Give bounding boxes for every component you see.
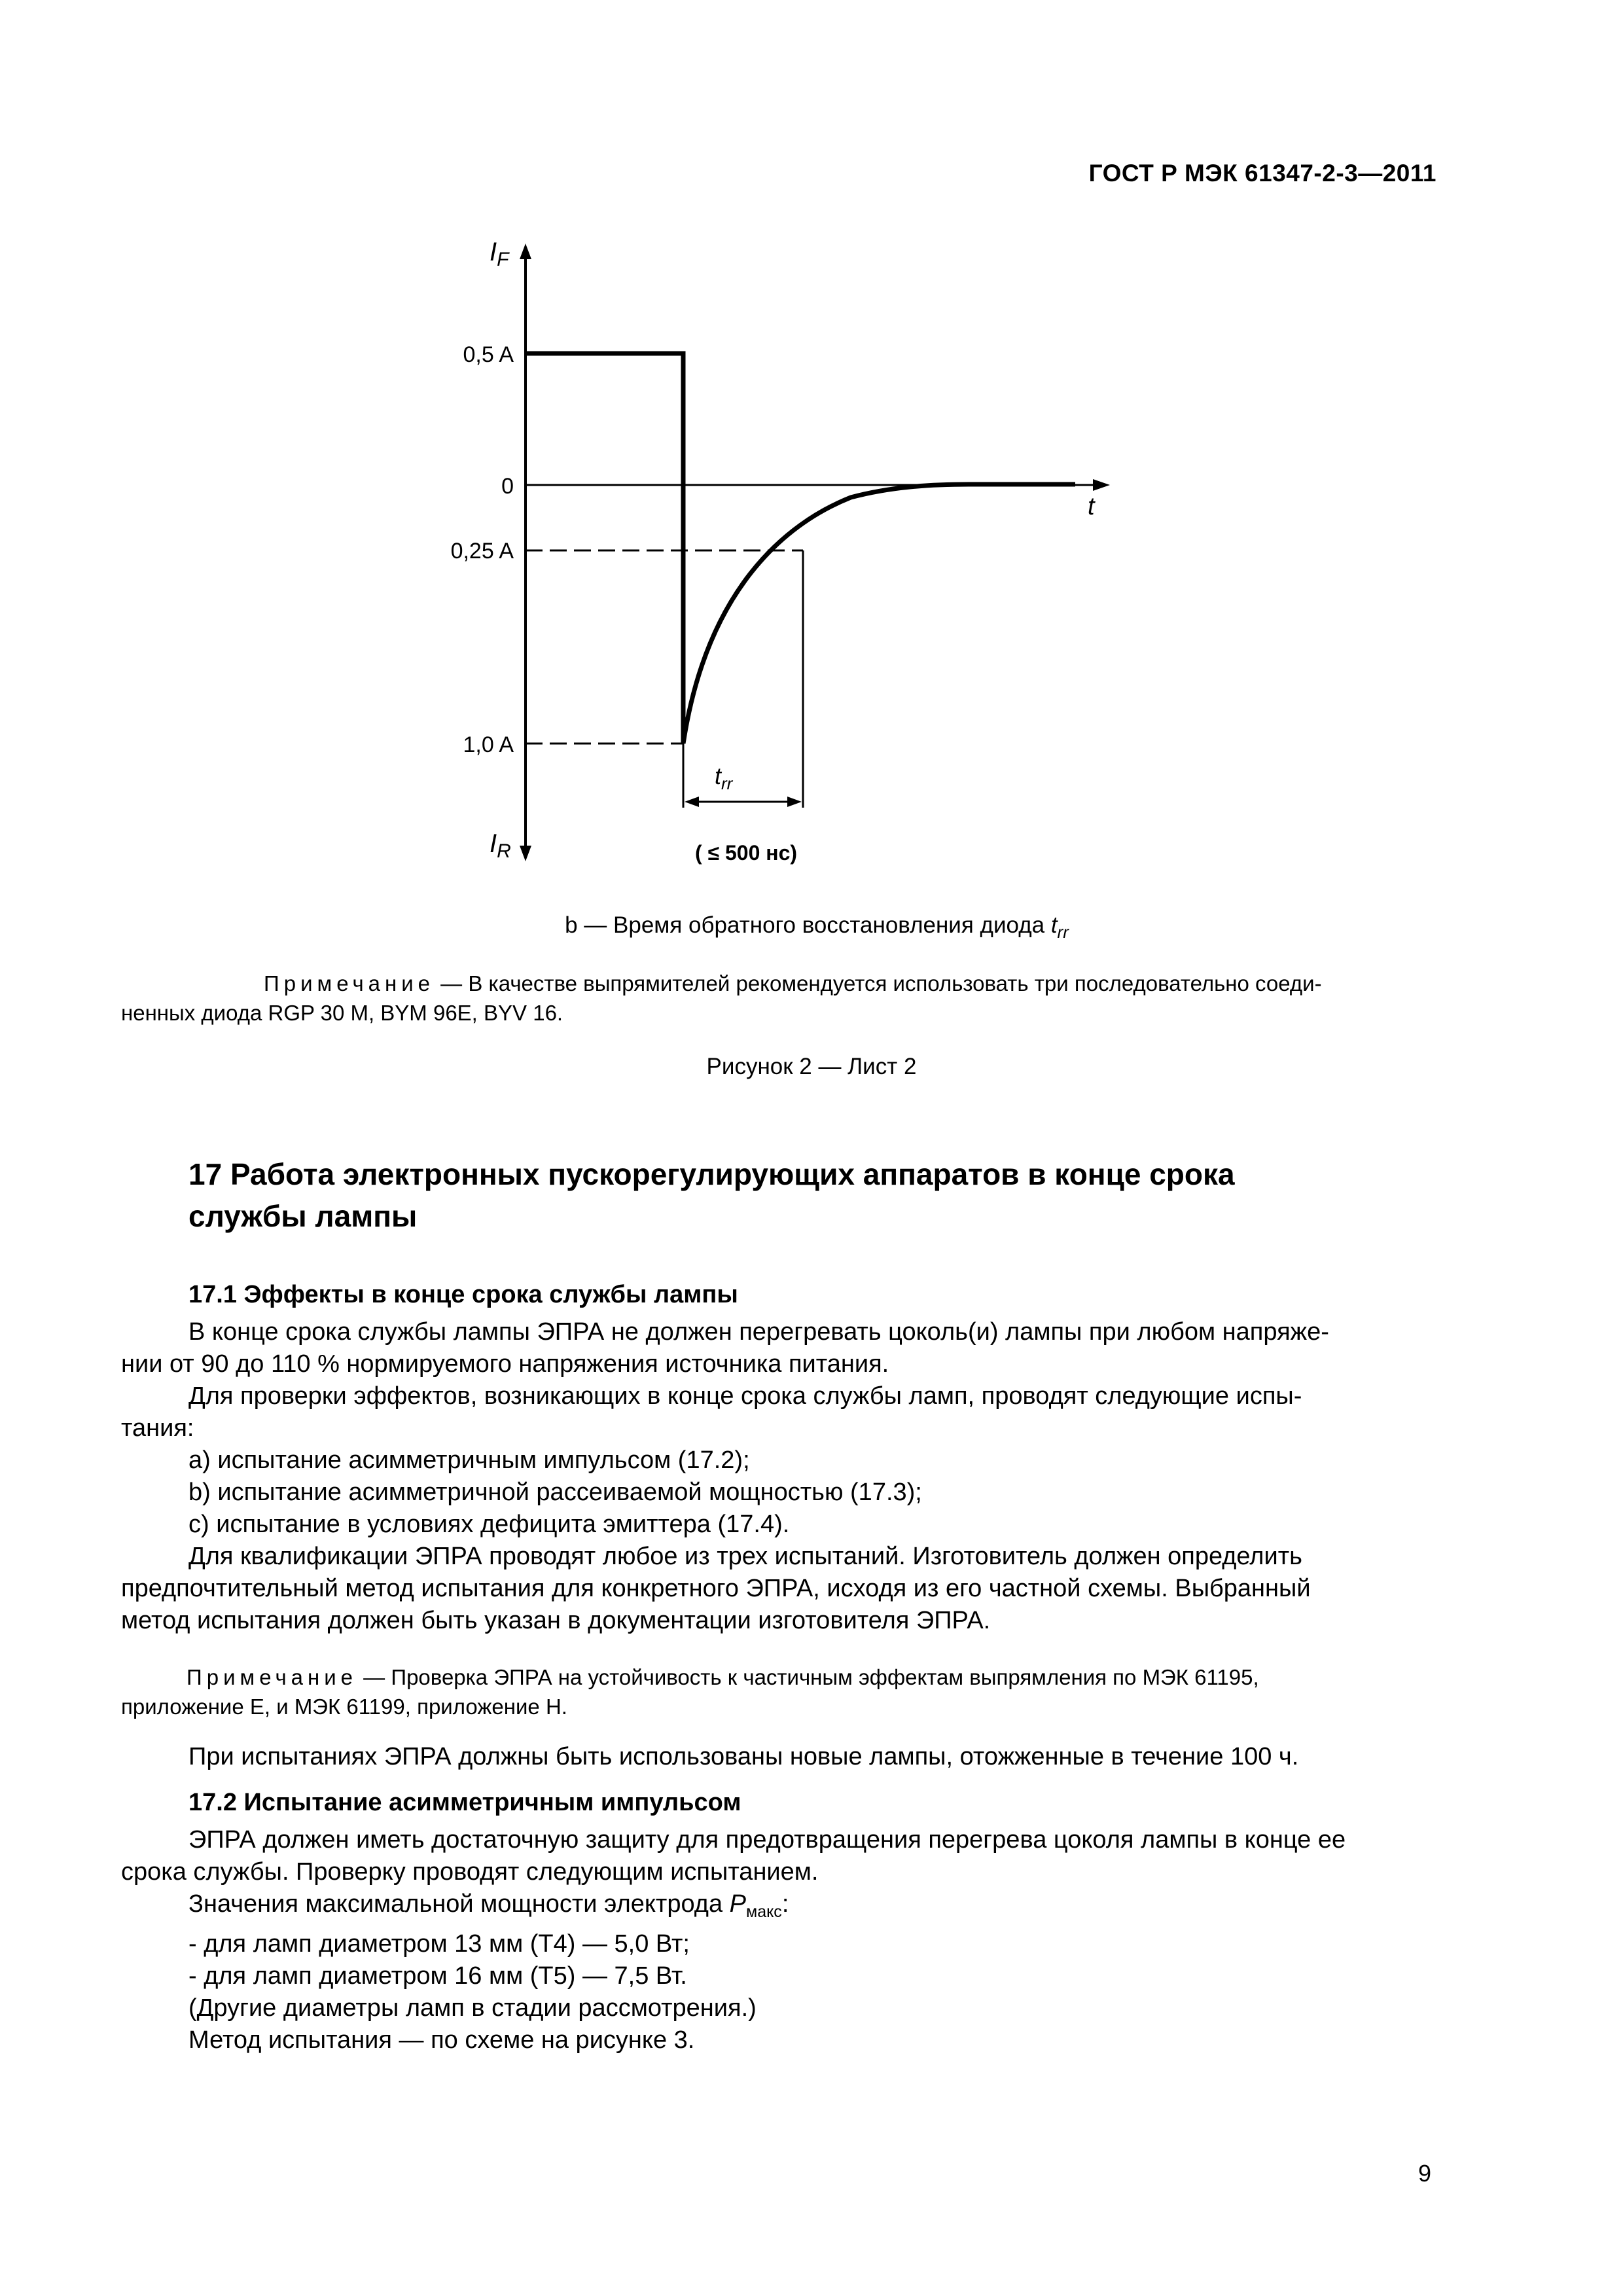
list-item: - для ламп диаметром 13 мм (T4) — 5,0 Вт; (188, 1930, 690, 1958)
label-05a: 0,5 A (463, 342, 514, 367)
axis-ir-label: $I_R$ (490, 829, 511, 862)
trr-arrow-left (685, 797, 699, 807)
page-number: 9 (1418, 2160, 1431, 2187)
note-line2: приложение E, и МЭК 61199, приложение H. (121, 1695, 567, 1719)
note-label: Примечание (264, 971, 435, 996)
subsection-17-2-title: 17.2 Испытание асимметричным импульсом (188, 1789, 741, 1816)
p2 (121, 1888, 1436, 1928)
note-label: Примечание (187, 1665, 358, 1689)
section-17-title (188, 1153, 1235, 1237)
p3: (Другие диаметры ламп в стадии рассмотрения.) (188, 1994, 757, 2022)
p2-end: : (781, 1890, 789, 1918)
section-17-title-line2: службы лампы (188, 1199, 418, 1233)
axis-if-label: $I_F$ (490, 238, 509, 270)
label-10a: 1,0 A (463, 732, 514, 757)
note-text: — В качестве выпрямителей рекомендуется использовать три последовательно соеди- (435, 971, 1322, 996)
p2-text: Значения максимальной мощности электрода (188, 1890, 730, 1918)
forward-current-waveform (526, 353, 683, 744)
p3-line1: Для квалификации ЭПРА проводят любое из трех испытаний. Изготовитель должен определить (188, 1543, 1302, 1570)
p4: Метод испытания — по схеме на рисунке 3. (188, 2026, 695, 2054)
list-item: - для ламп диаметром 16 мм (T5) — 7,5 Вт. (188, 1962, 687, 1990)
p2-line1: Для проверки эффектов, возникающих в конце срока службы ламп, проводят следующие испы- (188, 1382, 1302, 1410)
note-17-1 (121, 1662, 1259, 1721)
p4: При испытаниях ЭПРА должны быть использованы новые лампы, отожженные в течение 100 ч. (188, 1743, 1299, 1770)
time-axis-arrow (1093, 479, 1110, 491)
figure-legend: b — Время обратного восстановления диода $t_{rr}$ (565, 912, 1069, 942)
axis-arrow-down (520, 846, 531, 861)
diode-reverse-recovery-figure (0, 0, 1623, 969)
subsection-17-2-body (121, 1824, 1436, 2056)
note-line1: — Проверка ЭПРА на устойчивость к частичным эффектам выпрямления по МЭК 61195, (357, 1665, 1259, 1689)
p-symbol: P (729, 1890, 746, 1918)
recovery-curve (683, 484, 1075, 744)
subsection-17-1-title: 17.1 Эффекты в конце срока службы лампы (188, 1281, 738, 1308)
p1-line1: ЭПРА должен иметь достаточную защиту для предотвращения перегрева цоколя лампы в конце ее (188, 1826, 1346, 1854)
p1-line1: В конце срока службы лампы ЭПРА не должен перегревать цоколь(и) лампы при любом напряже- (188, 1318, 1329, 1346)
label-zero: 0 (501, 474, 514, 499)
p1-line2: нии от 90 до 110 % нормируемого напряжения источника питания. (121, 1350, 889, 1378)
subsection-17-1-body (121, 1316, 1436, 1637)
p3-line3: метод испытания должен быть указан в документации изготовителя ЭПРА. (121, 1607, 991, 1634)
list-item: c) испытание в условиях дефицита эмиттера (17.4). (188, 1511, 790, 1538)
axis-arrow-up (520, 243, 531, 259)
p1-line2: срока службы. Проверку проводят следующим испытанием. (121, 1858, 819, 1886)
axis-t-label: t (1088, 493, 1095, 520)
p-subscript: макс (746, 1903, 782, 1921)
document-header: ГОСТ Р МЭК 61347-2-3—2011 (1088, 160, 1436, 187)
trr-arrow-right (787, 797, 802, 807)
list-item: b) испытание асимметричной рассеиваемой мощностью (17.3); (188, 1479, 922, 1506)
list-item: a) испытание асимметричным импульсом (17.2); (188, 1446, 750, 1474)
figure-note-line1 (187, 969, 1322, 998)
trr-label: $t_{rr}$ (715, 762, 733, 793)
label-025a: 0,25 A (450, 539, 514, 564)
figure-caption: Рисунок 2 — Лист 2 (706, 1054, 917, 1079)
figure-note-line2: ненных диода RGP 30 M, BYM 96E, BYV 16. (121, 1001, 563, 1025)
trr-limit: ( ≤ 500 нс) (694, 841, 798, 865)
section-17-title-line1: 17 Работа электронных пускорегулирующих аппаратов в конце срока (188, 1157, 1235, 1191)
p3-line2: предпочтительный метод испытания для конкретного ЭПРА, исходя из его частной схемы. Выбранный (121, 1575, 1311, 1602)
p2-line2: тания: (121, 1414, 194, 1442)
